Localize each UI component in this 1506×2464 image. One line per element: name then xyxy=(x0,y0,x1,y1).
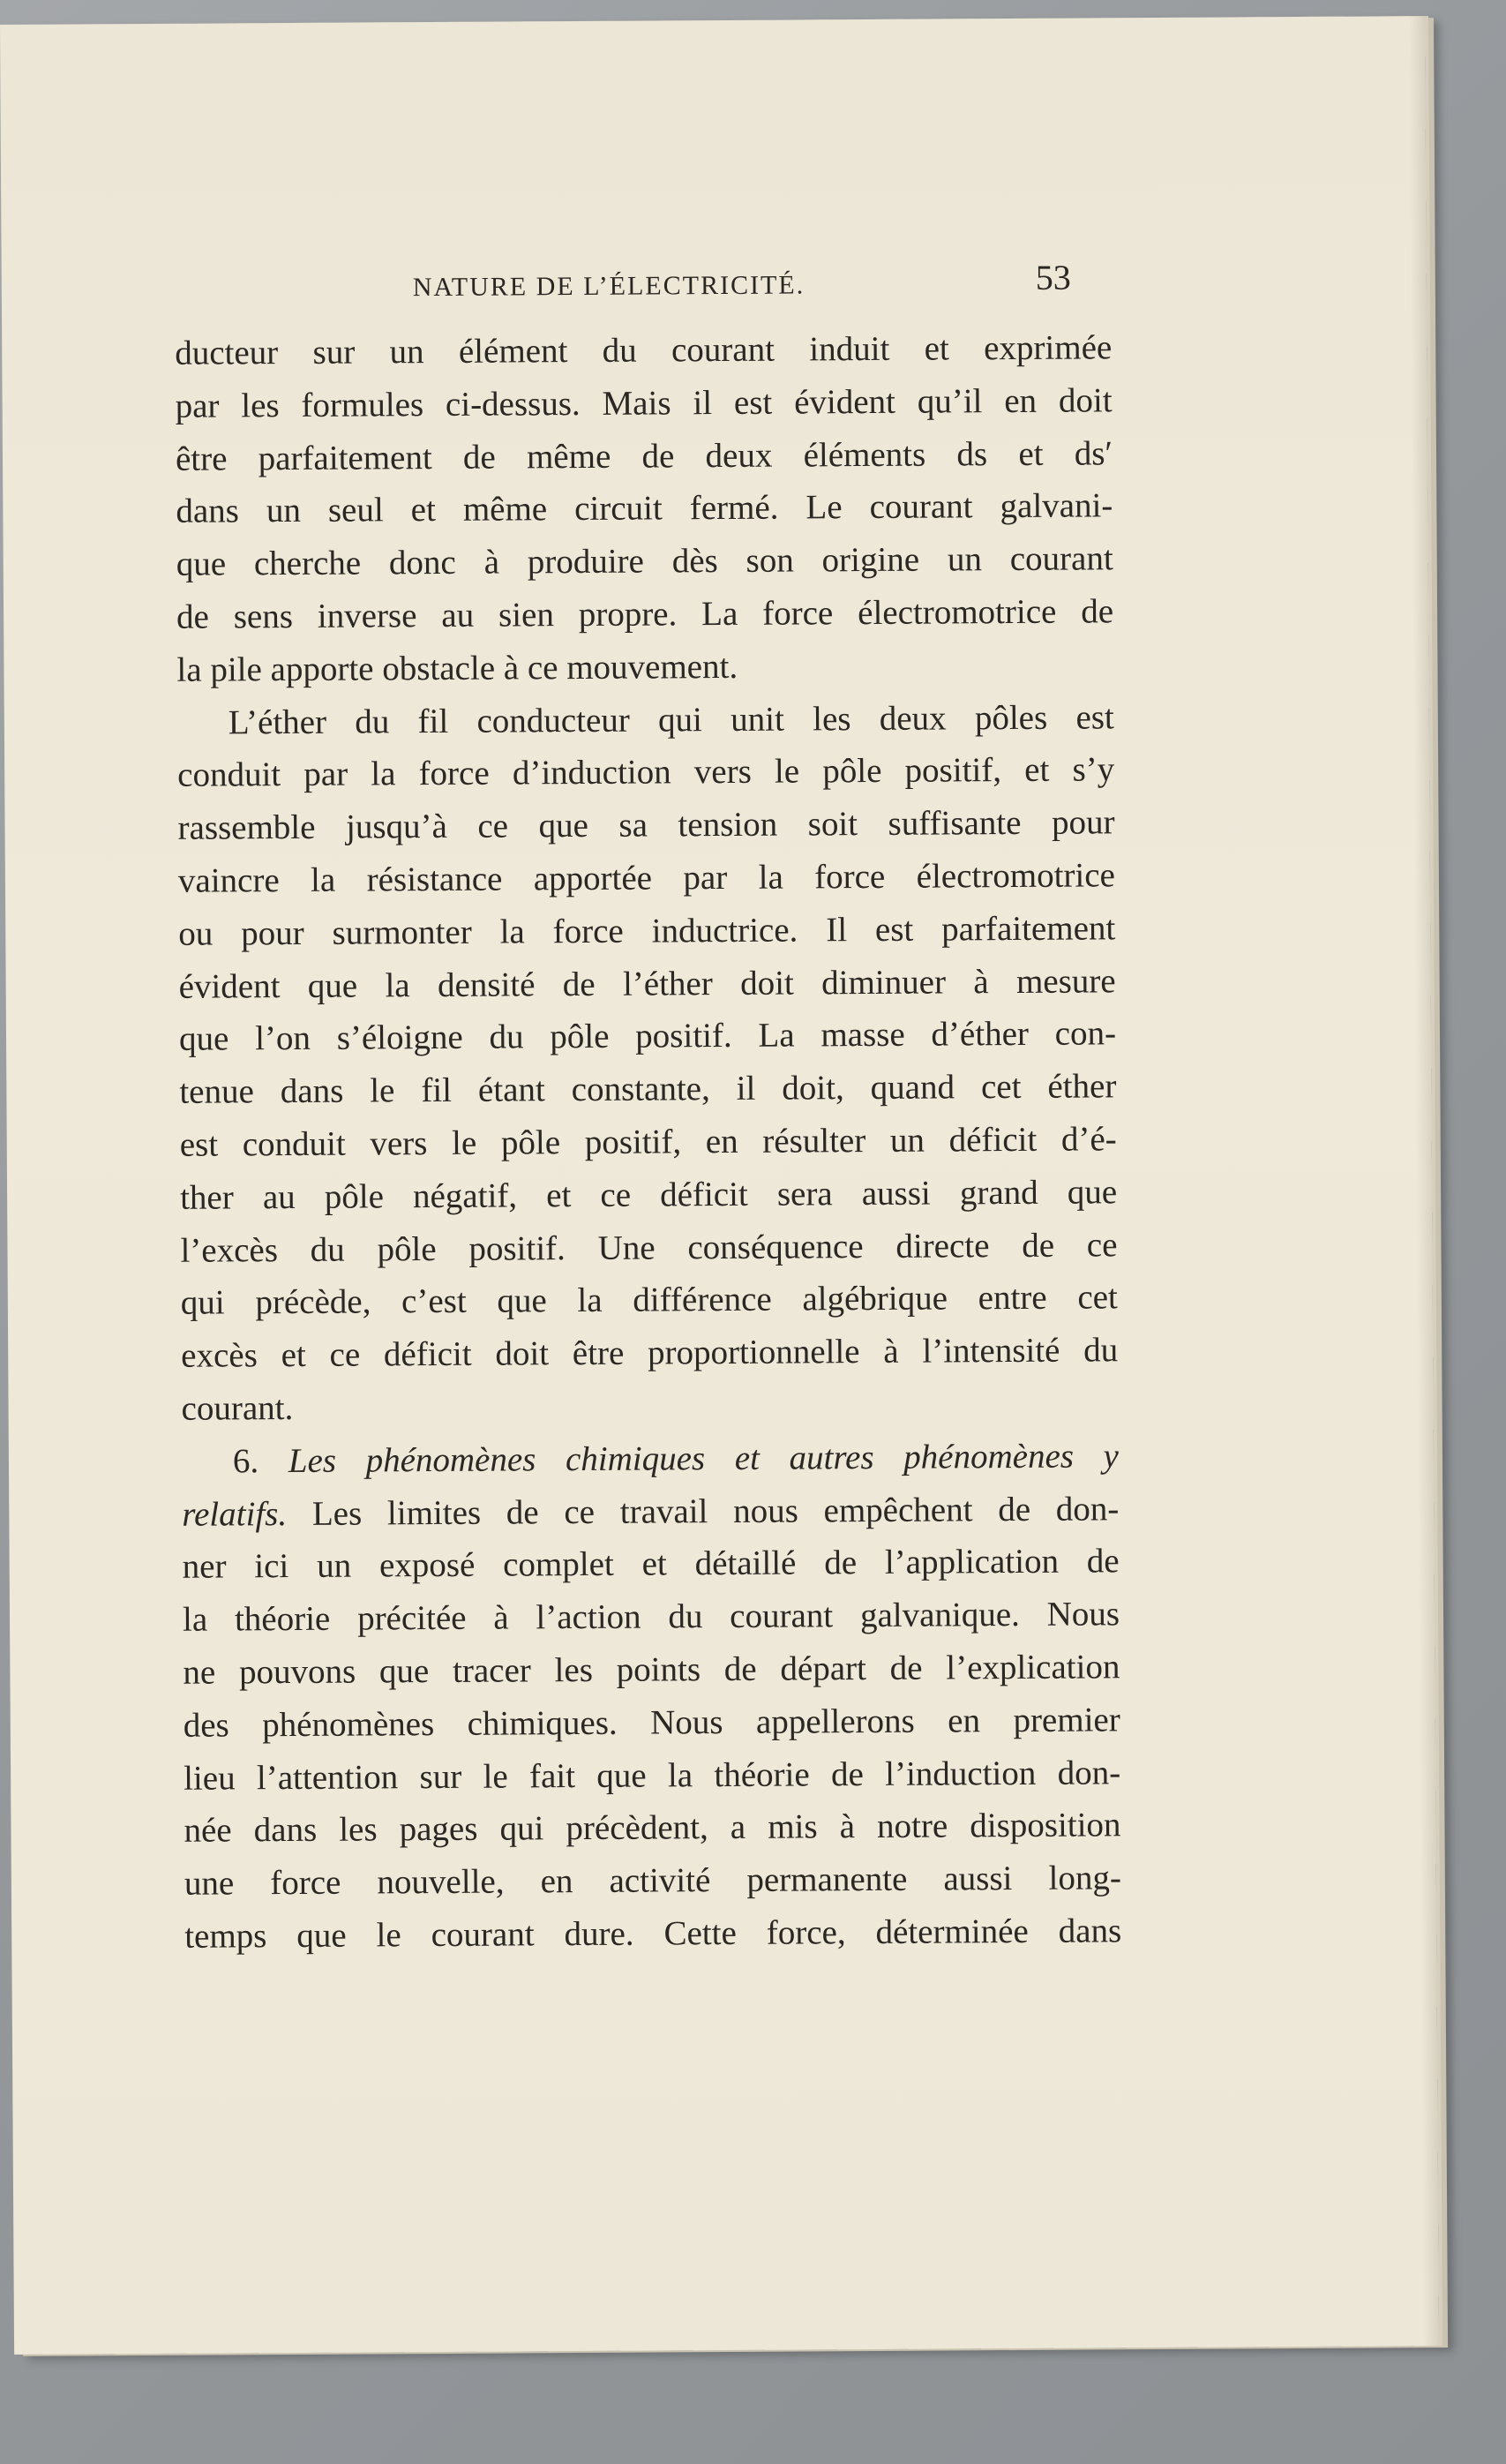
text-line: ther au pôle négatif, et ce déficit sera aussi grand que xyxy=(179,1173,1118,1217)
book-page xyxy=(0,16,1439,2355)
text-line: une force nouvelle, en activité permanente aussi long- xyxy=(184,1859,1121,1903)
text-line: ou pour surmonter la force inductrice. Il est parfaitement xyxy=(178,909,1116,953)
text-line: évident que la densité de l’éther doit diminuer à mesure xyxy=(178,961,1116,1006)
text-line: dans un seul et même circuit fermé. Le courant galvani- xyxy=(176,486,1113,531)
text-line: des phénomènes chimiques. Nous appellerons en premier xyxy=(183,1700,1120,1745)
text-line: est conduit vers le pôle positif, en résulter un déficit d’é- xyxy=(179,1120,1117,1164)
text-line: que l’on s’éloigne du pôle positif. La masse d’éther con- xyxy=(178,1014,1117,1059)
text-line: ne pouvons que tracer les points de départ de l’explication xyxy=(183,1648,1120,1692)
text-line: ducteur sur un élément du courant induit et exprimée xyxy=(175,328,1113,372)
section-first-line-text: Les limites de ce travail nous empêchent de don- xyxy=(286,1489,1120,1533)
running-head xyxy=(2,247,1427,309)
text-line: rassemble jusqu’à ce que sa tension soit suffisante pour xyxy=(177,803,1115,847)
text-line: par les formules ci-dessus. Mais il est évident qu’il en doit xyxy=(175,381,1113,425)
text-line: être parfaitement de même de deux éléments ds et ds′ xyxy=(175,433,1113,478)
section-title-end: relatifs. xyxy=(182,1494,288,1534)
text-line: l’excès du pôle positif. Une conséquence directe de ce xyxy=(180,1225,1118,1270)
section-number: 6. xyxy=(232,1441,259,1481)
text-line: courant. xyxy=(181,1388,294,1428)
text-line: qui précède, c’est que la différence algébrique entre cet xyxy=(180,1278,1118,1323)
section-heading-line xyxy=(182,1430,1119,1488)
text-line: née dans les pages qui précèdent, a mis à notre disposition xyxy=(184,1806,1121,1851)
running-title: NATURE DE L’ÉLECTRICITÉ. xyxy=(412,270,805,303)
text-line xyxy=(182,1483,1119,1541)
text-line: que cherche donc à produire dès son origine un courant xyxy=(176,539,1113,583)
text-line: la pile apporte obstacle à ce mouvement. xyxy=(176,647,738,689)
text-line: ner ici un exposé complet et détaillé de l’application de xyxy=(182,1542,1120,1587)
text-line: la théorie précitée à l’action du courant galvanique. Nous xyxy=(182,1595,1120,1639)
text-line: de sens inverse au sien propre. La force électromotrice de xyxy=(176,592,1114,636)
text-line: L’éther du fil conducteur qui unit les deux pôles est xyxy=(228,697,1114,742)
section-title: Les phénomènes chimiques et autres phénomènes y xyxy=(288,1437,1120,1480)
page-number: 53 xyxy=(1035,257,1071,297)
text-line: tenue dans le fil étant constante, il doit, quand cet éther xyxy=(179,1067,1117,1111)
body-text xyxy=(175,321,1121,1963)
text-line: excès et ce déficit doit être proportionnelle à l’intensité du xyxy=(181,1331,1119,1375)
text-line: lieu l’attention sur le fait que la théorie de l’induction don- xyxy=(184,1753,1121,1798)
text-line: temps que le courant dure. Cette force, déterminée dans xyxy=(184,1912,1122,1956)
text-line: conduit par la force d’induction vers le pôle positif, et s’y xyxy=(177,750,1115,795)
text-line: vaincre la résistance apportée par la force électromotrice xyxy=(177,856,1116,900)
